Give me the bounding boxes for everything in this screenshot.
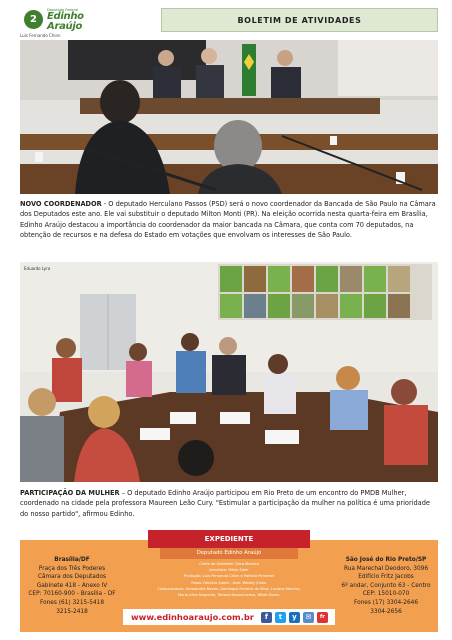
flickr-icon[interactable]: fr <box>317 612 328 623</box>
address-title: São José do Rio Preto/SP <box>345 557 427 563</box>
email-icon[interactable]: ✉ <box>303 612 314 623</box>
address-line: Fones (17) 3304-2646 <box>353 599 419 606</box>
youtube-icon[interactable]: y <box>289 612 300 623</box>
address-line: Praça dos Três Poderes <box>38 565 106 572</box>
photo-women-meeting-illustration <box>20 262 438 482</box>
photo-meeting-chamber-illustration <box>20 40 438 194</box>
page-header <box>20 6 438 32</box>
credit-line: Colaboradores: Alessandra Neves, Domingos Ferreira da Silva, Luciano Moreira, <box>157 586 301 591</box>
photo-meeting-chamber <box>20 40 438 194</box>
credit-line: Produção: Luis Fernando Chinn e Patrícia Pimentel <box>183 574 275 579</box>
twitter-icon[interactable]: t <box>275 612 286 623</box>
expediente-title: EXPEDIENTE <box>148 530 310 548</box>
website-bar <box>123 609 335 625</box>
website-link[interactable]: www.edinhoaraujo.com.br <box>131 612 254 622</box>
address-line: Fones (61) 3215-5418 <box>39 599 105 606</box>
address-line: Câmara dos Deputados <box>37 574 107 581</box>
credit-line: Chefe de Gabinete: Zoca Moreira <box>199 562 259 566</box>
photo-credit-bottom: Eduardo Lyra <box>24 266 51 271</box>
caption-participacao-mulher <box>20 488 438 519</box>
address-line: CEP: 70160-900 - Brasília - DF <box>28 591 116 598</box>
bulletin-title: BOLETIM DE ATIVIDADES <box>161 8 438 32</box>
caption-novo-coordenador <box>20 199 438 240</box>
photo-women-meeting <box>20 262 438 482</box>
credit-line: Jornalista: Mário Soler <box>209 568 249 573</box>
caption-body: - O deputado Herculano Passos (PSD) será o novo coordenador da Bancada de São Paulo na Câmara dos Deputados este ano. Ele vai substituir o deputado Milton Monti (PR). Na eleição ocorrida nesta quarta-feira em Brasília, Edinho Araújo destacou a importância do coordenador da maior bancada na Câmara, que conta com 70 deputados, na obtenção de recursos e na defesa do Estado em votações que envolvam os interesses de São Paulo. <box>20 200 436 239</box>
expediente-subtitle: Deputado Edinho Araújo <box>160 548 298 559</box>
address-line: Edifício Fritz Jacobs <box>358 574 414 581</box>
logo <box>47 8 107 32</box>
facebook-icon[interactable]: f <box>261 612 272 623</box>
caption-body: – O deputado Edinho Araújo participou em Rio Preto de um encontro do PMDB Mulher, coordenado na cidade pela professora Maureen Leão Cury. "Estimular a participação da mulher na política é uma prioridade do nosso partido", afirmou Edinho. <box>20 489 430 518</box>
caption-lead: NOVO COORDENADOR <box>20 200 102 208</box>
credit-line: Fotos: Fabrício Sperti - Arte: Wesley Júnior <box>191 580 267 585</box>
expediente-footer <box>20 535 438 632</box>
address-line: Rua Marechal Deodoro, 3096 <box>343 565 429 572</box>
address-title: Brasília/DF <box>54 557 90 563</box>
address-rio-preto <box>338 556 434 616</box>
address-line: 3304-2656 <box>370 608 402 615</box>
credit-line: Maria Alice Nogueira, Tatiana Nepomuceno, Wilde Dorta. <box>178 593 280 598</box>
address-brasilia <box>24 556 120 616</box>
photo-credit-top: Luis Fernando Chinn <box>20 33 61 38</box>
address-line: Gabinete 418 - Anexo IV <box>36 582 108 589</box>
logo-tag: Deputado Federal <box>47 8 79 12</box>
page-number-badge: 2 <box>24 10 43 29</box>
address-line: 3215-2418 <box>56 608 88 615</box>
address-line: 6º andar, Conjunto 63 - Centro <box>341 582 431 589</box>
staff-credits <box>123 561 335 598</box>
logo-name: Edinho Araújo <box>47 11 84 32</box>
caption-lead: PARTICIPAÇÃO DA MULHER <box>20 489 120 497</box>
address-line: CEP: 15010-070 <box>362 591 410 598</box>
